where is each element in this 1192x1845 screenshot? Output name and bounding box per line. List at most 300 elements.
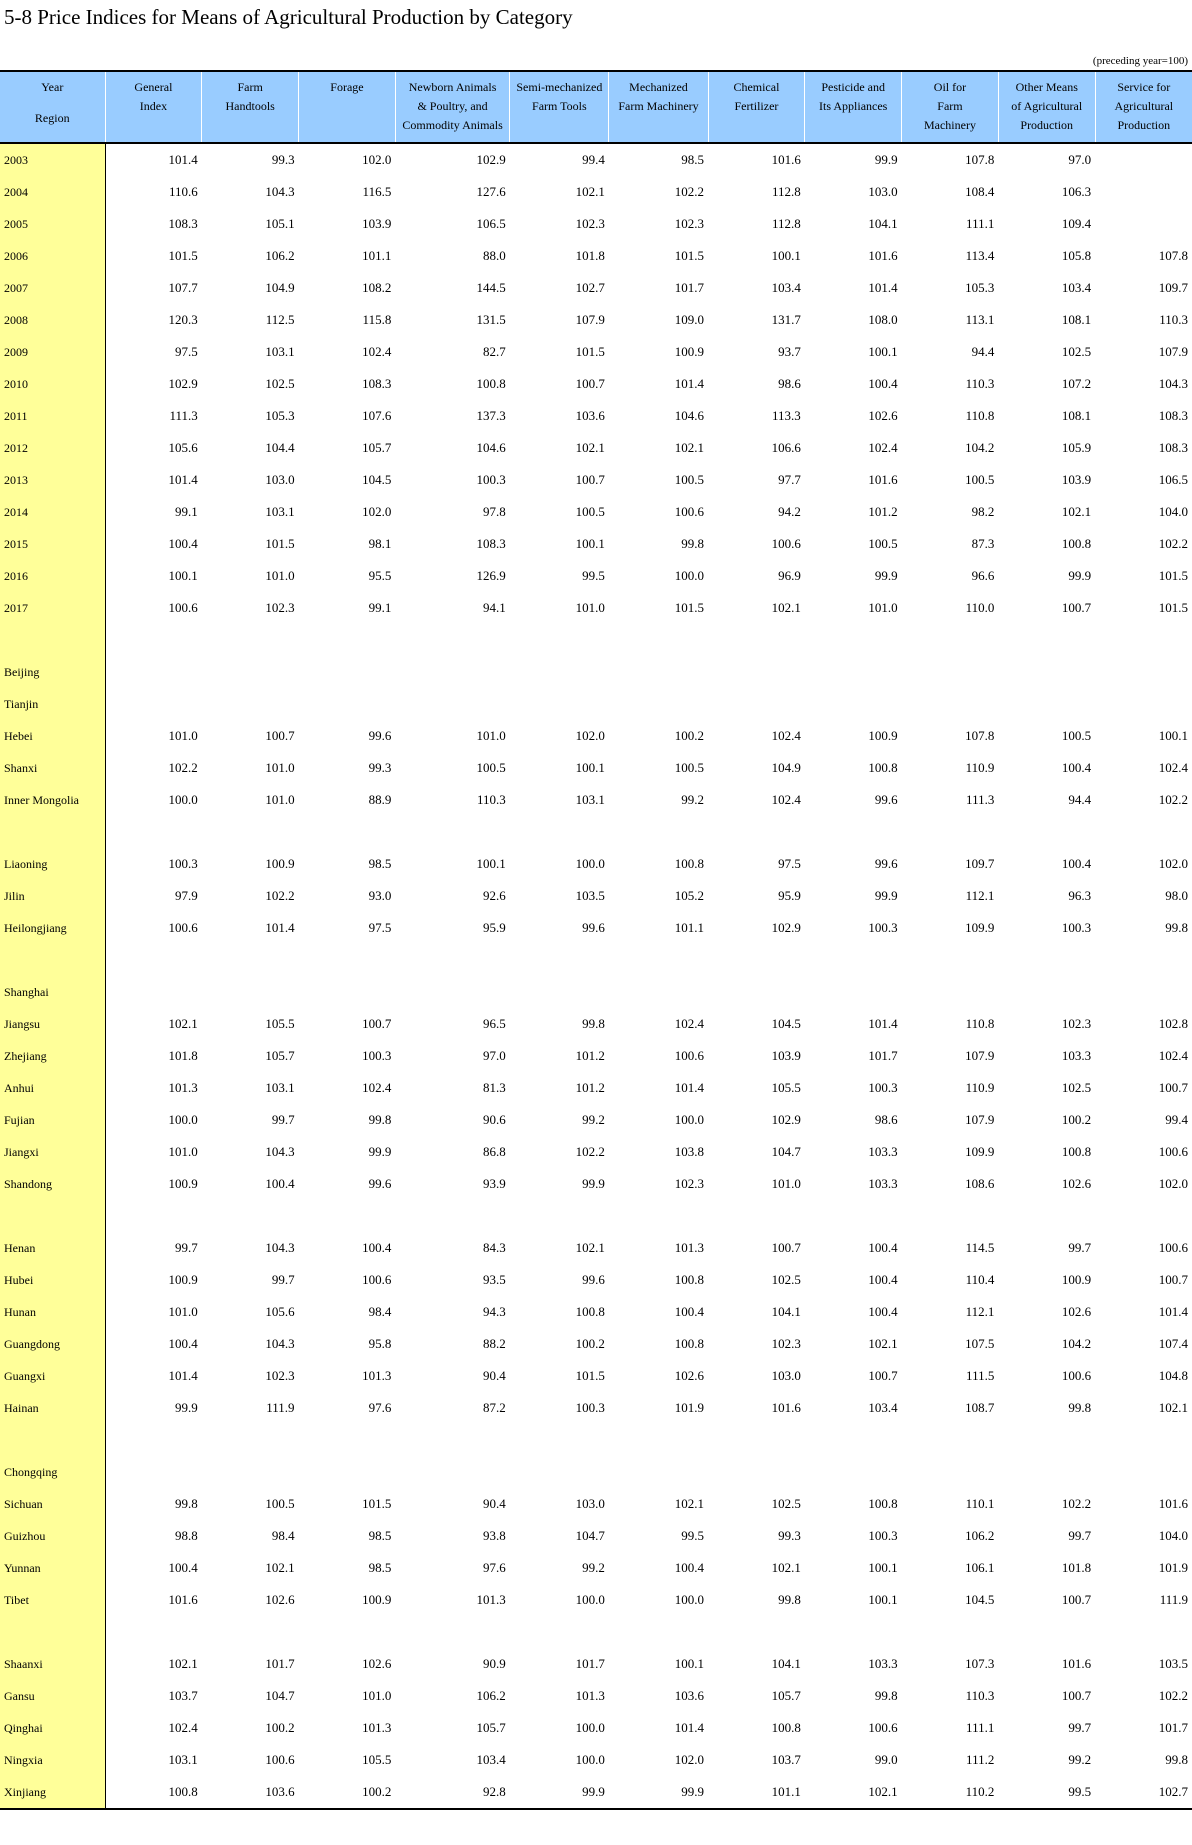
table-cell: 110.3 xyxy=(1159,312,1188,327)
table-cell xyxy=(609,816,708,848)
table-cell: 102.3 xyxy=(771,1336,801,1351)
table-cell: 108.7 xyxy=(965,1400,995,1415)
table-cell: 101.6 xyxy=(1061,1656,1092,1671)
table-cell: 99.8 xyxy=(1165,1752,1188,1767)
table-cell: 101.0 xyxy=(168,728,198,743)
table-cell: 107.8 xyxy=(965,728,995,743)
table-cell: 105.2 xyxy=(674,888,705,903)
table-cell: 100.6 xyxy=(168,600,198,615)
table-cell: 107.4 xyxy=(1158,1336,1188,1351)
table-cell xyxy=(510,1616,609,1648)
table-cell: 101.0 xyxy=(168,1304,198,1319)
table-cell xyxy=(510,688,609,720)
table-cell: 105.5 xyxy=(265,1016,295,1031)
table-cell: 102.1 xyxy=(575,1240,605,1255)
table-cell: 100.9 xyxy=(168,1176,198,1191)
table-cell: 88.2 xyxy=(483,1336,506,1351)
table-cell: 97.9 xyxy=(175,888,198,903)
table-cell: 99.3 xyxy=(368,760,392,775)
table-cell: 102.8 xyxy=(1158,1016,1188,1031)
table-cell: 101.4 xyxy=(168,1368,198,1383)
table-cell: 100.4 xyxy=(168,536,198,551)
table-cell: 100.0 xyxy=(674,568,705,583)
table-cell: 99.8 xyxy=(175,1496,198,1511)
table-cell: 100.1 xyxy=(868,344,898,359)
table-cell: 107.7 xyxy=(168,280,198,295)
table-cell: 100.4 xyxy=(674,1304,705,1319)
table-cell: 103.1 xyxy=(168,1752,198,1767)
table-cell: 102.2 xyxy=(168,760,198,775)
table-cell xyxy=(395,1616,509,1648)
table-cell xyxy=(902,1456,999,1488)
table-cell: 99.2 xyxy=(582,1560,605,1575)
table-cell: 101.6 xyxy=(1158,1496,1188,1511)
table-cell xyxy=(805,688,902,720)
table-cell: 101.0 xyxy=(362,1688,392,1703)
row-label: Guangdong xyxy=(0,1328,105,1360)
table-cell: 104.1 xyxy=(771,1304,801,1319)
table-cell xyxy=(998,656,1095,688)
row-label: Shanxi xyxy=(0,752,105,784)
table-cell: 100.4 xyxy=(868,1240,898,1255)
table-cell: 98.2 xyxy=(971,504,995,519)
table-cell: 101.2 xyxy=(868,504,898,519)
table-cell: 105.5 xyxy=(771,1080,801,1095)
table-cell: 101.3 xyxy=(168,1080,198,1095)
table-cell: 103.7 xyxy=(168,1688,198,1703)
row-label: Tibet xyxy=(0,1584,105,1616)
row-label: Henan xyxy=(0,1232,105,1264)
table-cell: 102.3 xyxy=(674,1176,705,1191)
table-cell xyxy=(395,688,509,720)
table-cell: 102.3 xyxy=(575,216,605,231)
table-cell xyxy=(202,976,299,1008)
table-row xyxy=(0,1552,1192,1584)
table-cell xyxy=(609,1456,708,1488)
row-label xyxy=(0,1424,105,1456)
table-cell: 100.6 xyxy=(771,536,801,551)
table-cell: 106.1 xyxy=(965,1560,995,1575)
table-cell xyxy=(902,1424,999,1456)
column-header xyxy=(805,71,902,143)
table-cell: 102.0 xyxy=(362,504,392,519)
table-row xyxy=(0,240,1192,272)
table-cell: 111.1 xyxy=(966,1720,995,1735)
table-cell: 100.7 xyxy=(1061,1688,1092,1703)
column-header-line: Agricultural xyxy=(1114,99,1174,113)
table-cell: 95.9 xyxy=(483,920,506,935)
table-cell: 101.4 xyxy=(868,1016,898,1031)
table-cell: 109.7 xyxy=(965,856,995,871)
table-cell: 98.8 xyxy=(175,1528,198,1543)
table-cell: 90.6 xyxy=(483,1112,506,1127)
table-cell: 106.3 xyxy=(1061,184,1092,199)
table-cell xyxy=(708,1424,805,1456)
row-label: Fujian xyxy=(0,1104,105,1136)
table-cell: 102.1 xyxy=(168,1016,198,1031)
table-cell xyxy=(1095,1424,1192,1456)
column-header xyxy=(105,71,202,143)
table-cell: 108.2 xyxy=(362,280,392,295)
table-cell: 102.4 xyxy=(674,1016,705,1031)
table-cell: 101.5 xyxy=(1158,600,1188,615)
table-cell: 100.7 xyxy=(1061,1592,1092,1607)
table-cell: 110.0 xyxy=(965,600,995,615)
table-cell: 100.8 xyxy=(1061,1144,1092,1159)
row-label: Tianjin xyxy=(0,688,105,720)
table-cell: 99.6 xyxy=(582,1272,605,1287)
table-cell: 102.1 xyxy=(265,1560,295,1575)
table-cell: 100.5 xyxy=(575,504,605,519)
table-cell: 100.6 xyxy=(1061,1368,1092,1383)
table-cell: 103.5 xyxy=(1158,1656,1188,1671)
row-label: Jiangsu xyxy=(0,1008,105,1040)
table-cell xyxy=(998,976,1095,1008)
table-cell xyxy=(202,816,299,848)
table-cell: 102.6 xyxy=(265,1592,295,1607)
table-cell: 98.1 xyxy=(368,536,392,551)
table-cell: 100.2 xyxy=(674,728,705,743)
table-cell: 102.4 xyxy=(362,344,392,359)
table-cell: 106.2 xyxy=(265,248,295,263)
table-cell xyxy=(902,1200,999,1232)
table-cell: 103.5 xyxy=(575,888,605,903)
table-cell: 100.1 xyxy=(1158,728,1188,743)
spacer-row xyxy=(0,1616,1192,1648)
row-label: Ningxia xyxy=(0,1744,105,1776)
table-cell: 100.2 xyxy=(265,1720,295,1735)
table-cell xyxy=(805,976,902,1008)
table-cell: 103.9 xyxy=(771,1048,801,1063)
table-cell: 100.7 xyxy=(771,1240,801,1255)
table-cell: 103.9 xyxy=(362,216,392,231)
table-cell: 102.5 xyxy=(771,1272,801,1287)
unit-note: (preceding year=100) xyxy=(1092,55,1188,67)
table-cell: 100.2 xyxy=(1061,1112,1092,1127)
table-cell: 101.4 xyxy=(265,920,295,935)
table-row xyxy=(0,688,1192,720)
table-row xyxy=(0,208,1192,240)
table-cell: 115.8 xyxy=(362,312,392,327)
corner-header xyxy=(0,71,105,143)
table-cell: 101.7 xyxy=(575,1656,605,1671)
table-cell: 100.4 xyxy=(868,1272,898,1287)
table-cell xyxy=(299,1200,396,1232)
table-cell: 101.2 xyxy=(575,1080,605,1095)
table-cell xyxy=(805,1616,902,1648)
row-label: Shanghai xyxy=(0,976,105,1008)
table-cell: 100.4 xyxy=(868,1304,898,1319)
table-cell: 99.3 xyxy=(778,1528,801,1543)
column-header-line: Its Appliances xyxy=(819,99,888,113)
table-cell: 110.2 xyxy=(902,1776,999,1809)
table-cell: 101.4 xyxy=(674,376,705,391)
table-cell: 127.6 xyxy=(476,184,506,199)
column-header-line: Production xyxy=(1020,118,1074,132)
table-cell xyxy=(510,976,609,1008)
table-cell: 104.4 xyxy=(265,440,295,455)
table-row xyxy=(0,432,1192,464)
table-cell xyxy=(510,1424,609,1456)
row-label: Guizhou xyxy=(0,1520,105,1552)
table-cell: 102.4 xyxy=(1158,1048,1188,1063)
table-cell xyxy=(202,656,299,688)
table-cell xyxy=(998,688,1095,720)
table-cell xyxy=(998,1200,1095,1232)
table-cell: 101.5 xyxy=(674,248,705,263)
table-cell: 107.9 xyxy=(965,1112,995,1127)
table-cell: 110.6 xyxy=(169,184,198,199)
table-cell: 94.4 xyxy=(971,344,995,359)
table-cell: 99.8 xyxy=(874,1688,898,1703)
table-cell: 87.3 xyxy=(971,536,995,551)
table-cell: 87.2 xyxy=(483,1400,506,1415)
table-cell: 98.6 xyxy=(874,1112,898,1127)
table-cell: 102.3 xyxy=(265,600,295,615)
table-cell: 100.8 xyxy=(771,1720,801,1735)
table-cell: 101.1 xyxy=(708,1776,805,1809)
table-cell: 102.5 xyxy=(1061,1080,1092,1095)
table-cell: 100.9 xyxy=(362,1592,392,1607)
table-cell: 97.7 xyxy=(778,472,801,487)
table-cell: 99.4 xyxy=(582,152,605,167)
table-cell: 100.0 xyxy=(575,1720,605,1735)
table-cell: 103.0 xyxy=(575,1496,605,1511)
table-cell xyxy=(998,944,1095,976)
table-cell xyxy=(902,624,999,656)
table-cell xyxy=(998,1456,1095,1488)
row-label: 2009 xyxy=(0,336,105,368)
table-cell xyxy=(1095,1456,1192,1488)
table-cell: 102.7 xyxy=(1095,1776,1192,1809)
table-row xyxy=(0,752,1192,784)
table-cell: 105.7 xyxy=(476,1720,506,1735)
table-cell: 102.4 xyxy=(771,728,801,743)
table-cell: 109.9 xyxy=(965,920,995,935)
table-cell: 100.4 xyxy=(168,1336,198,1351)
row-label: Beijing xyxy=(0,656,105,688)
table-cell: 107.9 xyxy=(575,312,605,327)
table-cell: 100.2 xyxy=(575,1336,605,1351)
table-cell: 103.1 xyxy=(575,792,605,807)
table-cell: 104.2 xyxy=(965,440,995,455)
table-row xyxy=(0,1360,1192,1392)
table-cell xyxy=(202,1456,299,1488)
table-cell: 105.5 xyxy=(362,1752,392,1767)
table-cell: 100.4 xyxy=(868,376,898,391)
table-cell: 99.5 xyxy=(582,568,605,583)
table-cell: 101.4 xyxy=(868,280,898,295)
table-cell: 104.8 xyxy=(1158,1368,1188,1383)
table-cell: 114.5 xyxy=(965,1240,995,1255)
table-cell: 101.5 xyxy=(575,1368,605,1383)
row-label: 2008 xyxy=(0,304,105,336)
table-cell: 97.6 xyxy=(483,1560,506,1575)
table-cell xyxy=(609,688,708,720)
table-cell: 93.9 xyxy=(483,1176,506,1191)
table-cell: 100.7 xyxy=(265,728,295,743)
table-cell: 100.3 xyxy=(868,1528,898,1543)
table-cell: 100.6 xyxy=(1158,1144,1188,1159)
table-cell: 103.3 xyxy=(868,1144,898,1159)
table-cell: 90.4 xyxy=(483,1496,506,1511)
row-label: 2015 xyxy=(0,528,105,560)
table-cell xyxy=(395,656,509,688)
table-row xyxy=(0,1648,1192,1680)
table-cell: 103.1 xyxy=(265,1080,295,1095)
table-cell xyxy=(902,976,999,1008)
table-row xyxy=(0,1328,1192,1360)
table-cell xyxy=(1095,624,1192,656)
table-cell: 102.6 xyxy=(1061,1176,1092,1191)
table-cell: 102.0 xyxy=(674,1752,705,1767)
table-cell xyxy=(805,944,902,976)
table-cell: 100.8 xyxy=(575,1304,605,1319)
table-row xyxy=(0,143,1192,176)
table-cell: 104.7 xyxy=(265,1688,295,1703)
row-label: Qinghai xyxy=(0,1712,105,1744)
table-cell: 111.9 xyxy=(1159,1592,1188,1607)
table-cell: 102.5 xyxy=(265,376,295,391)
table-cell: 101.8 xyxy=(1061,1560,1092,1575)
table-cell xyxy=(1095,143,1192,176)
table-cell: 100.7 xyxy=(1158,1272,1188,1287)
table-cell: 81.3 xyxy=(483,1080,506,1095)
table-cell: 103.1 xyxy=(265,344,295,359)
table-cell: 100.6 xyxy=(868,1720,898,1735)
table-row xyxy=(0,336,1192,368)
table-cell: 104.3 xyxy=(1158,376,1188,391)
column-header-line: Production xyxy=(1117,118,1171,132)
table-row xyxy=(0,1488,1192,1520)
table-cell: 102.1 xyxy=(674,1496,705,1511)
table-cell: 101.8 xyxy=(575,248,605,263)
table-cell: 100.8 xyxy=(1061,536,1092,551)
table-cell: 90.9 xyxy=(483,1656,506,1671)
table-cell: 100.6 xyxy=(168,920,198,935)
table-cell: 100.4 xyxy=(1061,760,1092,775)
table-cell: 99.9 xyxy=(874,568,898,583)
table-cell: 102.2 xyxy=(575,1144,605,1159)
table-cell: 100.3 xyxy=(1061,920,1092,935)
table-row xyxy=(0,528,1192,560)
table-cell: 101.0 xyxy=(265,568,295,583)
column-header xyxy=(998,71,1095,143)
table-cell: 99.9 xyxy=(874,888,898,903)
table-cell: 102.4 xyxy=(362,1080,392,1095)
table-cell: 99.6 xyxy=(874,856,898,871)
table-cell: 99.6 xyxy=(368,728,392,743)
table-cell xyxy=(1095,1200,1192,1232)
table-cell: 100.8 xyxy=(674,1336,705,1351)
column-header-line: Commodity Animals xyxy=(402,118,503,132)
table-row xyxy=(0,1776,1192,1809)
spacer-row xyxy=(0,624,1192,656)
table-cell: 88.0 xyxy=(483,248,506,263)
table-cell: 120.3 xyxy=(168,312,198,327)
table-cell: 98.5 xyxy=(681,152,705,167)
row-label: 2007 xyxy=(0,272,105,304)
table-cell: 101.4 xyxy=(674,1720,705,1735)
row-label: 2013 xyxy=(0,464,105,496)
table-cell xyxy=(609,656,708,688)
table-cell: 100.9 xyxy=(674,344,705,359)
table-cell: 102.2 xyxy=(1158,792,1188,807)
table-cell: 101.4 xyxy=(1158,1304,1188,1319)
table-row xyxy=(0,1104,1192,1136)
table-cell: 101.0 xyxy=(868,600,898,615)
table-cell: 99.9 xyxy=(874,152,898,167)
table-cell xyxy=(510,816,609,848)
table-cell: 98.5 xyxy=(368,856,392,871)
table-cell: 103.4 xyxy=(771,280,801,295)
table-cell: 86.8 xyxy=(483,1144,506,1159)
table-cell: 102.2 xyxy=(674,184,705,199)
table-cell: 88.9 xyxy=(368,792,392,807)
table-cell: 101.0 xyxy=(771,1176,801,1191)
row-label xyxy=(0,816,105,848)
table-cell: 100.1 xyxy=(168,568,198,583)
column-header xyxy=(609,71,708,143)
table-cell: 102.4 xyxy=(1158,760,1188,775)
table-cell: 100.9 xyxy=(168,1272,198,1287)
table-cell xyxy=(395,1424,509,1456)
table-cell: 108.6 xyxy=(965,1176,995,1191)
table-cell: 104.9 xyxy=(265,280,295,295)
table-cell: 103.4 xyxy=(476,1752,506,1767)
corner-region-label: Region xyxy=(34,111,70,125)
table-cell xyxy=(202,944,299,976)
column-header-line: Fertilizer xyxy=(734,99,779,113)
table-cell: 99.1 xyxy=(368,600,392,615)
column-header xyxy=(510,71,609,143)
table-cell xyxy=(708,688,805,720)
table-cell: 100.1 xyxy=(476,856,506,871)
table-row xyxy=(0,1264,1192,1296)
table-cell: 99.6 xyxy=(582,920,605,935)
column-header-line: Farm xyxy=(237,80,263,94)
table-cell: 104.3 xyxy=(265,184,295,199)
table-cell: 103.8 xyxy=(674,1144,705,1159)
table-cell xyxy=(805,1424,902,1456)
table-cell: 98.5 xyxy=(368,1560,392,1575)
table-cell: 104.3 xyxy=(265,1240,295,1255)
table-cell: 105.6 xyxy=(168,440,198,455)
table-cell: 106.2 xyxy=(965,1528,995,1543)
table-cell: 102.2 xyxy=(265,888,295,903)
table-cell: 102.1 xyxy=(805,1776,902,1809)
table-cell: 99.7 xyxy=(271,1112,295,1127)
table-cell: 110.9 xyxy=(965,760,995,775)
table-cell: 100.0 xyxy=(168,1112,198,1127)
row-label: 2017 xyxy=(0,592,105,624)
table-cell: 106.2 xyxy=(476,1688,506,1703)
row-label: Shandong xyxy=(0,1168,105,1200)
table-cell xyxy=(202,1200,299,1232)
table-cell: 116.5 xyxy=(362,184,392,199)
table-cell xyxy=(902,656,999,688)
table-cell xyxy=(395,624,509,656)
table-cell: 99.7 xyxy=(1068,1240,1092,1255)
table-row xyxy=(0,1168,1192,1200)
table-cell: 101.5 xyxy=(168,248,198,263)
table-cell: 101.3 xyxy=(362,1720,392,1735)
table-cell: 99.2 xyxy=(582,1112,605,1127)
table-cell xyxy=(105,688,202,720)
table-cell: 100.4 xyxy=(1061,856,1092,871)
column-header-line: Pesticide and xyxy=(821,80,886,94)
table-cell: 99.2 xyxy=(1068,1752,1092,1767)
